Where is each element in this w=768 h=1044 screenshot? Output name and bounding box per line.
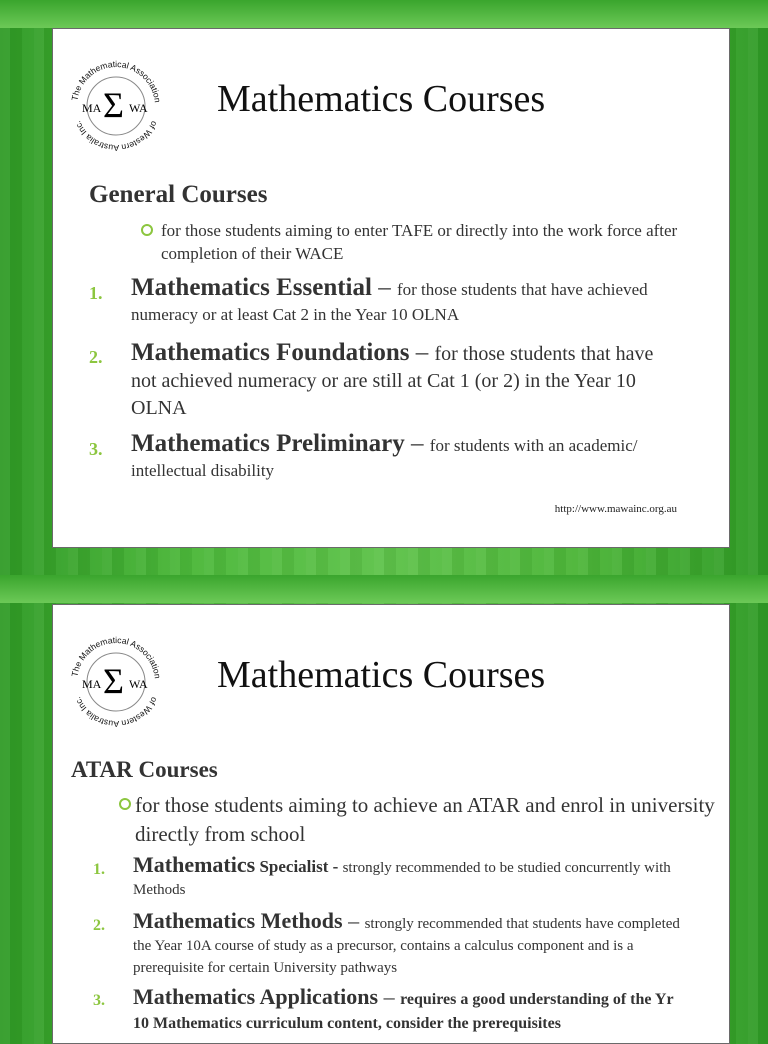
list-item: [89, 339, 679, 422]
course-name-part1: Mathematics: [133, 852, 256, 877]
course-description: strongly recommended that students have completed the Year 10A course of study as a precursor, contains a calculus component and is a prerequisite for certain University pathways: [133, 916, 680, 976]
logo-ma-text: MA: [82, 677, 102, 691]
list-number: 2.: [89, 347, 103, 367]
list-item: [89, 275, 679, 327]
mawa-logo: [69, 635, 163, 729]
middle-background-band: [0, 575, 768, 603]
separator: –: [342, 908, 365, 933]
logo-sigma-text: Σ: [103, 661, 124, 701]
section-heading-general: General Courses: [89, 181, 268, 208]
course-description: for those students that have not achieved numeracy or are still at Cat 1 (or 2) in the Year 10 OLNA: [131, 343, 654, 419]
slide-atar-courses: [52, 604, 730, 1044]
course-name: Mathematics Applications: [133, 984, 379, 1009]
logo-wa-text: WA: [129, 677, 148, 691]
list-number: 3.: [89, 439, 103, 459]
list-number: 3.: [93, 992, 105, 1009]
slide-general-courses: [52, 28, 730, 548]
separator: -: [328, 857, 343, 876]
list-item: [93, 985, 693, 1036]
course-name: Mathematics Preliminary: [131, 430, 405, 457]
slide-title: Mathematics Courses: [217, 654, 546, 696]
course-name: Mathematics Essential: [131, 274, 372, 301]
list-number: 1.: [93, 861, 105, 878]
logo-ring-text-bottom: of Western Australia Inc.: [72, 695, 160, 729]
sub-bullet: [119, 791, 719, 849]
logo-ring-text-bottom: of Western Australia Inc.: [72, 119, 160, 153]
logo-ma-text: MA: [82, 101, 102, 115]
logo-ring-text-top: The Mathematical Association: [69, 59, 163, 104]
course-name: Mathematics Methods: [133, 908, 343, 933]
separator: –: [371, 274, 397, 301]
logo-ring-text-top: The Mathematical Association: [69, 635, 163, 680]
course-name-part2: Specialist: [255, 857, 329, 876]
course-name: Mathematics Foundations: [131, 339, 410, 366]
list-number: 2.: [93, 917, 105, 934]
course-description: requires a good understanding of the Yr 10 Mathematics curriculum content, consider the prerequisites: [133, 991, 674, 1032]
list-item: [93, 910, 693, 979]
top-background-band: [0, 0, 768, 28]
circle-bullet-icon: [141, 224, 153, 236]
sub-bullet-text: for those students aiming to achieve an ATAR and enrol in university directly from school: [135, 793, 715, 846]
course-description: for those students that have achieved numeracy or at least Cat 2 in the Year 10 OLNA: [131, 280, 648, 324]
course-description: strongly recommended to be studied concurrently with Methods: [133, 860, 671, 898]
list-number: 1.: [89, 283, 103, 303]
circle-bullet-icon: [119, 798, 131, 810]
sub-bullet-text: for those students aiming to enter TAFE or directly into the work force after completion of their WACE: [161, 221, 678, 263]
list-item: [93, 854, 693, 901]
list-item: [89, 431, 649, 483]
section-heading-atar: ATAR Courses: [71, 757, 218, 782]
course-description: for students with an academic/ intellectual disability: [131, 436, 638, 480]
logo-wa-text: WA: [129, 101, 148, 115]
mawa-logo: [69, 59, 163, 153]
separator: –: [409, 339, 435, 366]
slide-title: Mathematics Courses: [217, 78, 546, 120]
separator: –: [404, 430, 430, 457]
website-url[interactable]: http://www.mawainc.org.au: [554, 503, 677, 515]
logo-sigma-text: Σ: [103, 85, 124, 125]
sub-bullet: [141, 219, 701, 265]
separator: –: [378, 984, 401, 1009]
